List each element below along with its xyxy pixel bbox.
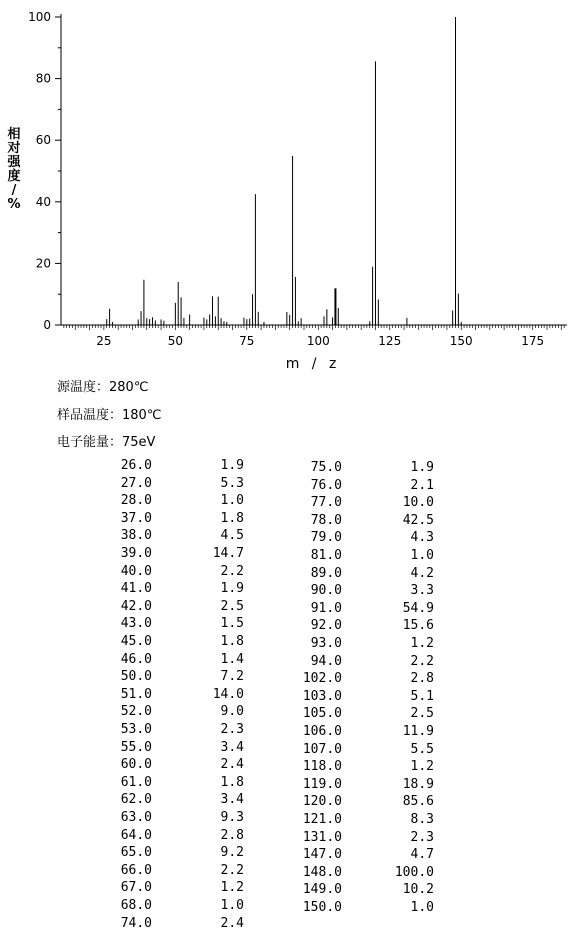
abundance-value: 1.8: [220, 510, 244, 526]
mz-value: 62.0: [120, 792, 152, 808]
mz-value: 65.0: [120, 845, 152, 861]
mz-value: 50.0: [120, 669, 152, 685]
mz-value: 53.0: [120, 722, 152, 737]
mz-value: 92.0: [310, 618, 342, 634]
mz-value: 121.0: [302, 812, 342, 827]
abundance-value: 2.4: [220, 915, 244, 931]
abundance-value: 4.2: [410, 565, 434, 581]
mass-spectrum-chart: [0, 0, 570, 380]
sample-temperature: 样品温度：180℃: [57, 408, 162, 423]
mz-value: 75.0: [310, 460, 342, 475]
abundance-value: 1.0: [220, 898, 244, 913]
mz-value: 150.0: [302, 900, 342, 915]
mz-value: 131.0: [302, 829, 342, 845]
abundance-value: 85.6: [402, 794, 434, 810]
mz-value: 46.0: [120, 651, 152, 667]
mz-value: 103.0: [302, 688, 342, 704]
y-axis-label: 相 对 强 度 / %: [7, 127, 21, 212]
abundance-value: 5.5: [410, 741, 434, 757]
abundance-value: 1.2: [410, 636, 434, 651]
mz-value: 51.0: [120, 686, 152, 702]
mz-value: 89.0: [310, 565, 342, 581]
mz-value: 93.0: [310, 636, 342, 651]
abundance-value: 2.2: [220, 563, 244, 579]
abundance-value: 18.9: [402, 776, 434, 792]
abundance-value: 100.0: [394, 864, 434, 880]
abundance-value: 5.1: [410, 688, 434, 704]
abundance-value: 2.2: [410, 653, 434, 669]
mz-value: 63.0: [120, 810, 152, 825]
mz-value: 81.0: [310, 548, 342, 563]
abundance-value: 4.7: [410, 847, 434, 863]
abundance-value: 9.2: [220, 845, 244, 861]
mz-value: 76.0: [310, 477, 342, 493]
mz-value: 148.0: [302, 864, 342, 880]
abundance-value: 11.9: [402, 724, 434, 739]
mz-value: 52.0: [120, 704, 152, 720]
abundance-value: 10.2: [402, 882, 434, 898]
mz-value: 120.0: [302, 794, 342, 810]
abundance-value: 54.9: [402, 600, 434, 616]
mz-value: 45.0: [120, 634, 152, 649]
abundance-value: 2.5: [220, 598, 244, 614]
mz-value: 38.0: [120, 528, 152, 544]
x-tick-label: 150: [449, 334, 473, 348]
abundance-value: 1.9: [220, 458, 244, 473]
mz-value: 78.0: [310, 512, 342, 528]
abundance-value: 3.4: [220, 739, 244, 755]
mz-value: 28.0: [120, 493, 152, 509]
mz-value: 67.0: [120, 880, 152, 896]
abundance-value: 1.2: [410, 759, 434, 775]
abundance-value: 2.5: [410, 706, 434, 722]
abundance-value: 4.3: [410, 530, 434, 546]
mz-value: 91.0: [310, 600, 342, 616]
mz-value: 43.0: [120, 616, 152, 632]
abundance-value: 2.8: [220, 827, 244, 843]
mz-value: 26.0: [120, 458, 152, 473]
abundance-value: 3.4: [220, 792, 244, 808]
y-tick-label: 0: [43, 318, 51, 332]
x-tick-label: 125: [378, 334, 402, 348]
x-tick-label: 75: [239, 334, 255, 348]
mz-value: 105.0: [302, 706, 342, 722]
mz-value: 147.0: [302, 847, 342, 863]
mz-value: 37.0: [120, 510, 152, 526]
mz-value: 74.0: [120, 915, 152, 931]
abundance-value: 42.5: [402, 512, 434, 528]
mz-value: 90.0: [310, 583, 342, 599]
abundance-value: 2.8: [410, 671, 434, 687]
y-tick-label: 100: [28, 10, 51, 24]
mz-value: 107.0: [302, 741, 342, 757]
mz-value: 106.0: [302, 724, 342, 739]
mz-value: 40.0: [120, 563, 152, 579]
abundance-value: 2.1: [410, 477, 434, 493]
abundance-value: 5.3: [220, 475, 244, 491]
mz-value: 94.0: [310, 653, 342, 669]
abundance-value: 1.9: [410, 460, 434, 475]
mz-value: 41.0: [120, 581, 152, 597]
mz-value: 102.0: [302, 671, 342, 687]
abundance-value: 1.8: [220, 634, 244, 649]
abundance-value: 1.2: [220, 880, 244, 896]
abundance-value: 14.7: [212, 546, 244, 561]
mz-value: 68.0: [120, 898, 152, 913]
mz-value: 149.0: [302, 882, 342, 898]
y-tick-label: 60: [35, 133, 51, 148]
abundance-value: 9.0: [220, 704, 244, 720]
abundance-value: 2.3: [410, 829, 434, 845]
electron-energy: 电子能量：75eV: [57, 435, 156, 450]
abundance-value: 7.2: [220, 669, 244, 685]
mz-value: 118.0: [302, 759, 342, 775]
abundance-value: 1.0: [410, 900, 434, 915]
abundance-value: 1.9: [220, 581, 244, 597]
chart-axes: [28, 10, 567, 348]
x-tick-label: 50: [167, 334, 183, 348]
mz-value: 42.0: [120, 598, 152, 614]
mz-value: 60.0: [120, 757, 152, 773]
abundance-value: 2.3: [220, 722, 244, 737]
abundance-value: 2.4: [220, 757, 244, 773]
abundance-value: 15.6: [402, 618, 434, 634]
mz-value: 27.0: [120, 475, 152, 491]
source-temperature: 源温度：280℃: [57, 380, 149, 395]
abundance-value: 10.0: [402, 495, 434, 511]
abundance-value: 1.0: [410, 548, 434, 563]
abundance-value: 1.0: [220, 493, 244, 509]
chart-bars: [107, 17, 461, 325]
abundance-value: 1.5: [220, 616, 244, 632]
mz-value: 77.0: [310, 495, 342, 511]
abundance-value: 1.4: [220, 651, 244, 667]
x-tick-label: 100: [306, 334, 330, 348]
abundance-value: 9.3: [220, 810, 244, 825]
mz-value: 119.0: [302, 776, 342, 792]
abundance-value: 14.0: [212, 686, 244, 702]
x-axis-label: m / z: [285, 356, 341, 372]
y-tick-label: 20: [35, 256, 51, 271]
x-tick-label: 25: [96, 334, 112, 348]
abundance-value: 4.5: [220, 528, 244, 544]
mz-value: 61.0: [120, 774, 152, 790]
x-tick-label: 175: [521, 334, 545, 348]
y-tick-label: 40: [35, 194, 51, 209]
mz-value: 66.0: [120, 862, 152, 878]
abundance-value: 1.8: [220, 774, 244, 790]
mz-value: 39.0: [120, 546, 152, 561]
mz-value: 79.0: [310, 530, 342, 546]
mz-value: 64.0: [120, 827, 152, 843]
abundance-value: 2.2: [220, 862, 244, 878]
mz-value: 55.0: [120, 739, 152, 755]
abundance-value: 3.3: [410, 583, 434, 599]
y-tick-label: 80: [35, 71, 51, 86]
abundance-value: 8.3: [410, 812, 434, 827]
